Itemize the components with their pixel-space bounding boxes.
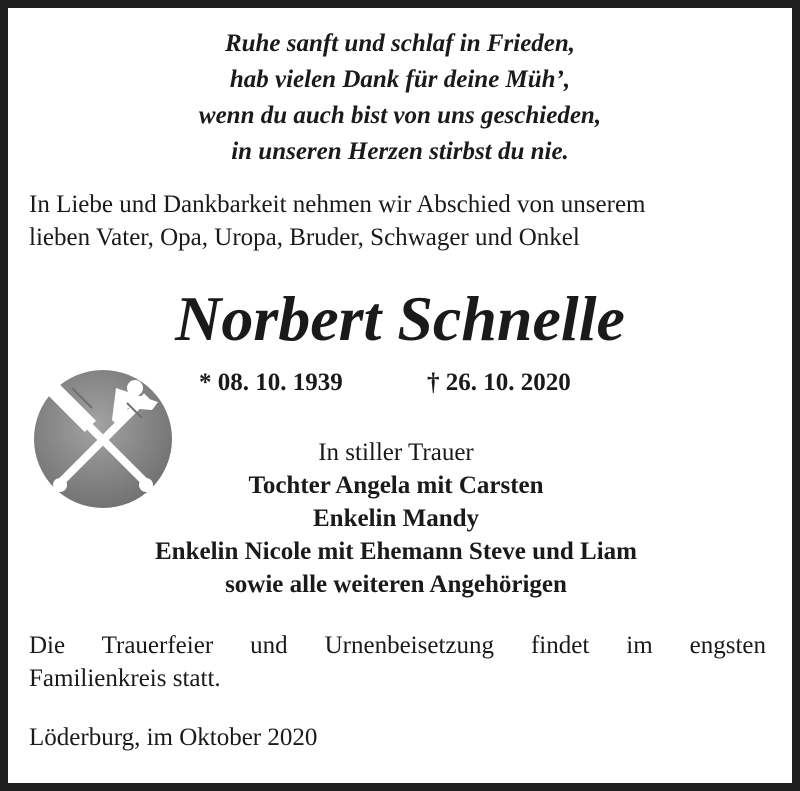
mourner-line: Enkelin Mandy bbox=[312, 505, 480, 532]
notice-line: Die Trauerfeier und Urnenbeisetzung findet im engsten bbox=[29, 632, 766, 659]
deceased-name: Norbert Schnelle bbox=[175, 283, 625, 354]
intro-line: lieben Vater, Opa, Uropa, Bruder, Schwager und Onkel bbox=[29, 224, 580, 251]
poem-line: wenn du auch bist von uns geschieden, bbox=[198, 102, 602, 129]
funeral-notice bbox=[29, 629, 766, 695]
mourning-heading: In stiller Trauer bbox=[318, 439, 474, 466]
poem-verse bbox=[0, 26, 800, 170]
mourner-line: Tochter Angela mit Carsten bbox=[248, 472, 544, 499]
mourner-line: sowie alle weiteren Angehörigen bbox=[225, 571, 567, 598]
notice-line: Familienkreis statt. bbox=[29, 665, 221, 692]
poem-line: hab vielen Dank für deine Müh’, bbox=[229, 66, 571, 93]
poem-line: in unseren Herzen stirbst du nie. bbox=[231, 138, 569, 165]
birth-date: * 08. 10. 1939 bbox=[199, 369, 343, 396]
intro-line: In Liebe und Dankbarkeit nehmen wir Abschied von unserem bbox=[29, 191, 646, 218]
poem-line: Ruhe sanft und schlaf in Frieden, bbox=[224, 30, 576, 57]
mourner-line: Enkelin Nicole mit Ehemann Steve und Liam bbox=[155, 538, 637, 565]
mourners-block bbox=[100, 436, 692, 601]
intro-text bbox=[29, 188, 774, 254]
place-and-date: Löderburg, im Oktober 2020 bbox=[29, 724, 318, 751]
death-date: † 26. 10. 2020 bbox=[427, 369, 571, 396]
